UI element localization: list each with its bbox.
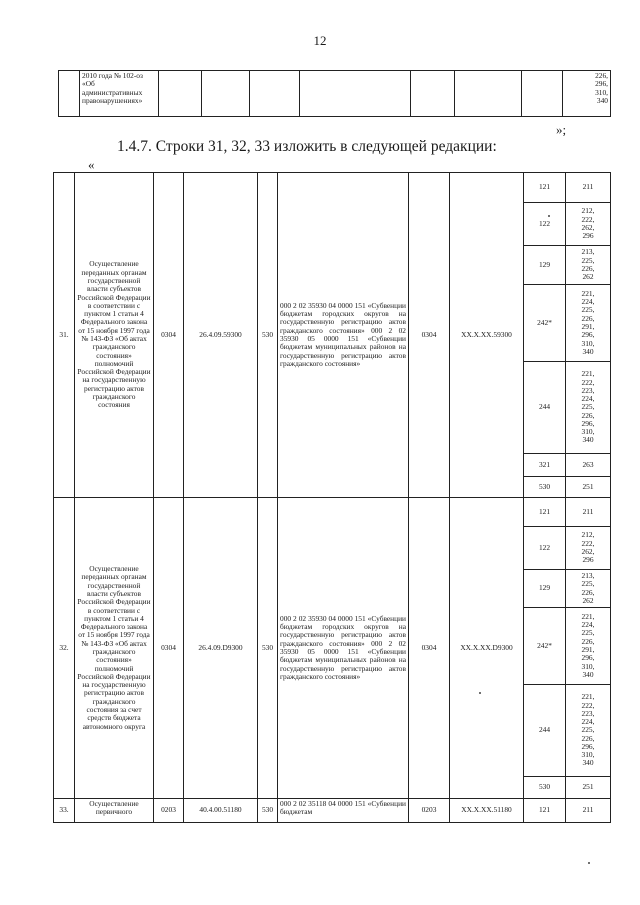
section-heading: 1.4.7. Строки 31, 32, 33 изложить в следующей редакции: <box>117 138 497 155</box>
fragment-kosgu-cell: 226, 296, 310, 340 <box>563 71 611 117</box>
sub-expense-type: 129 <box>524 246 566 285</box>
row-number: 33. <box>54 799 75 823</box>
sub-expense-type: 321 <box>524 454 566 477</box>
sub-expense-type: 242* <box>524 285 566 362</box>
kosgu-codes: 212, 222, 262, 296 <box>566 203 611 246</box>
fragment-cell <box>300 71 411 117</box>
fragment-cell <box>250 71 300 117</box>
income-code: 000 2 02 35118 04 0000 151 «Субвенции бюджетам <box>278 799 409 823</box>
kosgu-codes: 221, 222, 223, 224, 225, 226, 296, 310, 340 <box>566 685 611 777</box>
section-code: 0304 <box>154 498 184 799</box>
income-code: 000 2 02 35930 04 0000 151 «Субвенции бюджетам городских округов на государственную регистрацию актов гражданского состояния» 000 2 02 35930 05 0000 151 «Субвенции бюджетам муниципальных районов на государственную регистрацию актов гражданского состояния» <box>278 498 409 799</box>
main-table <box>53 172 611 823</box>
budget-code: XX.X.XX.59300 <box>450 173 524 498</box>
sub-expense-type: 530 <box>524 777 566 799</box>
expense-type: 530 <box>258 173 278 498</box>
income-code: 000 2 02 35930 04 0000 151 «Субвенции бюджетам городских округов на государственную регистрацию актов гражданского состояния» 000 2 02 35930 05 0000 151 «Субвенции бюджетам муниципальных районов на государственную регистрацию актов гражданского состояния» <box>278 173 409 498</box>
table-row <box>54 173 611 203</box>
page-number: 12 <box>313 33 327 48</box>
expense-name: Осуществление переданных органам государственной власти субъектов Российской Федерации в соответствии с пунктом 1 статьи 4 Федерального закона от 15 ноября 1997 года № 143-ФЗ «Об актах гражданского состояния» полномочий Российской Федерации на государственную регистрацию актов гражданского состояния <box>75 173 154 498</box>
target-article: 26.4.09.59300 <box>184 173 258 498</box>
budget-code: XX.X.XX.51180 <box>450 799 524 823</box>
sub-expense-type: 122 <box>524 527 566 570</box>
expense-type: 530 <box>258 498 278 799</box>
target-article: 40.4.00.51180 <box>184 799 258 823</box>
budget-code: XX.X.XX.D9300 <box>450 498 524 799</box>
fragment-cell <box>159 71 202 117</box>
kosgu-codes: 221, 224, 225, 226, 291, 296, 310, 340 <box>566 285 611 362</box>
expense-type: 530 <box>258 799 278 823</box>
table-row <box>54 799 611 823</box>
sub-expense-type: 121 <box>524 173 566 203</box>
closing-quote: »; <box>556 122 567 137</box>
kosgu-codes: 211 <box>566 173 611 203</box>
kosgu-codes: 211 <box>566 498 611 527</box>
scan-speck <box>548 215 550 217</box>
sub-expense-type: 530 <box>524 477 566 498</box>
kosgu-codes: 221, 224, 225, 226, 291, 296, 310, 340 <box>566 608 611 685</box>
row-number: 32. <box>54 498 75 799</box>
expense-name: Осуществление первичного <box>75 799 154 823</box>
opening-quote: « <box>88 157 95 172</box>
scan-speck <box>588 862 590 864</box>
section-code: 0304 <box>154 173 184 498</box>
sub-expense-type: 242* <box>524 608 566 685</box>
sub-expense-type: 122 <box>524 203 566 246</box>
fragment-name-cell: 2010 года № 102-оз «Об административных правонарушениях» <box>80 71 159 117</box>
fragment-cell <box>59 71 80 117</box>
fragment-cell <box>202 71 250 117</box>
sub-expense-type: 244 <box>524 362 566 454</box>
section-code-2: 0304 <box>409 173 450 498</box>
fragment-cell <box>522 71 563 117</box>
sub-expense-type: 121 <box>524 498 566 527</box>
table-row <box>54 498 611 527</box>
expense-name: Осуществление переданных органам государственной власти субъектов Российской Федерации в соответствии с пунктом 1 статьи 4 Федерального закона от 15 ноября 1997 года № 143-ФЗ «Об актах гражданского состояния» полномочий Российской Федерации на государственную регистрацию актов гражданского состояния за счет средств бюджета автономного округа <box>75 498 154 799</box>
sub-expense-type: 129 <box>524 570 566 608</box>
top-fragment-table <box>58 70 611 117</box>
kosgu-codes: 211 <box>566 799 611 823</box>
kosgu-codes: 212, 222, 262, 296 <box>566 527 611 570</box>
kosgu-codes: 251 <box>566 777 611 799</box>
fragment-cell <box>411 71 455 117</box>
sub-expense-type: 244 <box>524 685 566 777</box>
kosgu-codes: 251 <box>566 477 611 498</box>
section-code-2: 0304 <box>409 498 450 799</box>
kosgu-codes: 221, 222, 223, 224, 225, 226, 296, 310, 340 <box>566 362 611 454</box>
row-number: 31. <box>54 173 75 498</box>
kosgu-codes: 213, 225, 226, 262 <box>566 570 611 608</box>
sub-expense-type: 121 <box>524 799 566 823</box>
fragment-cell <box>455 71 522 117</box>
scan-speck <box>479 692 481 694</box>
section-code: 0203 <box>154 799 184 823</box>
section-code-2: 0203 <box>409 799 450 823</box>
kosgu-codes: 213, 225, 226, 262 <box>566 246 611 285</box>
target-article: 26.4.09.D9300 <box>184 498 258 799</box>
kosgu-codes: 263 <box>566 454 611 477</box>
